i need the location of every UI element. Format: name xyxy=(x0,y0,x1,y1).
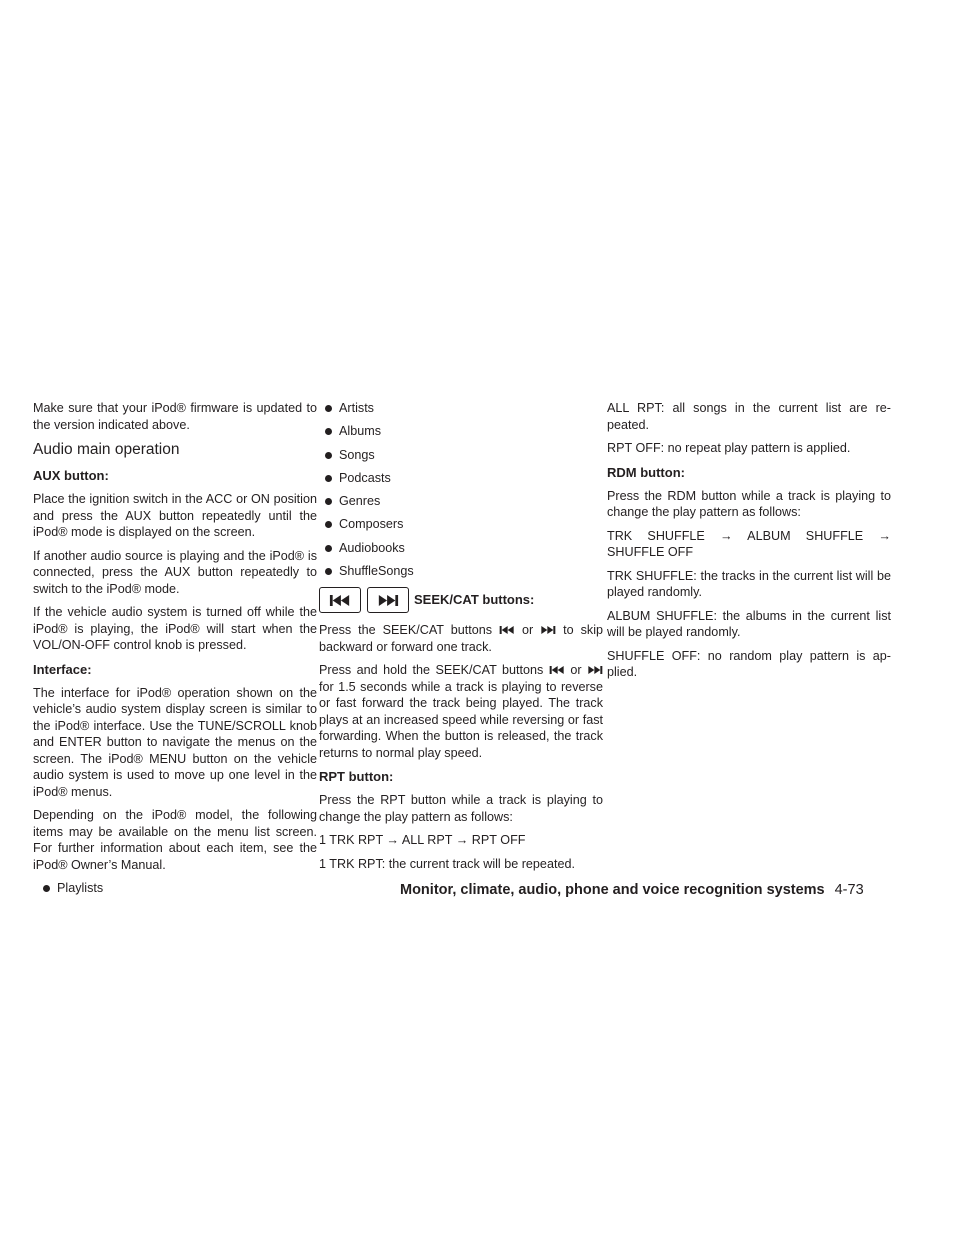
rdm-button-heading: RDM button: xyxy=(607,464,685,480)
bullet-icon xyxy=(325,452,332,459)
rdm-sequence: TRK SHUFFLE → ALBUM SHUFFLE → SHUFFLE OFF xyxy=(607,528,891,559)
interface-heading: Interface: xyxy=(33,661,92,677)
bullet-icon xyxy=(325,405,332,412)
list-item-label: Audiobooks xyxy=(339,540,405,555)
seek-p2-or: or xyxy=(570,663,582,678)
seek-p1-text-b: to skip backward or forward one track. xyxy=(319,623,603,654)
rpt-paragraph-2: 1 TRK RPT: the current track will be repeated. xyxy=(319,856,575,871)
bullet-icon xyxy=(43,885,50,892)
list-item-label: Genres xyxy=(339,494,381,509)
rpt-paragraph-1: Press the RPT button while a track is playing to change the play pattern as follows: xyxy=(319,793,603,824)
bullet-icon xyxy=(325,545,332,552)
all-rpt-text: ALL RPT: all songs in the current list are re-peated. xyxy=(607,401,891,432)
column-left xyxy=(33,400,317,903)
list-item-label: Albums xyxy=(339,424,381,439)
seek-back-button-illustration xyxy=(319,587,361,613)
shuffle-off-text: SHUFFLE OFF: no random play pattern is ap-plied. xyxy=(607,648,891,679)
list-item-label: Composers xyxy=(339,517,404,532)
previous-track-icon xyxy=(549,665,565,675)
list-item xyxy=(319,563,603,580)
list-item xyxy=(319,493,603,510)
previous-track-icon xyxy=(499,625,515,635)
album-shuffle-text: ALBUM SHUFFLE: the albums in the current list will be played randomly. xyxy=(607,608,891,639)
seek-p2-text-b: for 1.5 seconds while a track is playing to reverse or fast forward the track being played. The track plays at an increased speed while reversing or fast forwarding. When the button is released, the track returns to normal play speed. xyxy=(319,679,603,760)
next-track-icon xyxy=(587,665,603,675)
aux-paragraph-2: If another audio source is playing and the iPod® is connected, press the AUX button repeatedly to switch to the iPod® mode. xyxy=(33,548,317,596)
rpt-sequence: 1 TRK RPT → ALL RPT → RPT OFF xyxy=(319,833,526,848)
aux-button-heading: AUX button: xyxy=(33,468,109,483)
list-item-label: Artists xyxy=(339,401,374,415)
menu-items-list xyxy=(319,400,603,580)
page-number: 4-73 xyxy=(834,882,864,898)
trk-shuffle-text: TRK SHUFFLE: the tracks in the current list will be played randomly. xyxy=(607,568,891,599)
list-item-label: Songs xyxy=(339,447,375,462)
chapter-title: Monitor, climate, audio, phone and voice recognition systems xyxy=(400,882,825,898)
seek-paragraph-1 xyxy=(319,622,603,655)
bullet-icon xyxy=(325,498,332,505)
aux-paragraph-1: Place the ignition switch in the ACC or ON position and press the AUX button repeatedly until the iPod® mode is displayed on the screen. xyxy=(33,492,317,539)
next-track-icon xyxy=(540,625,556,635)
seek-cat-heading-row xyxy=(319,586,603,614)
seek-p1-text-a: Press the SEEK/CAT buttons xyxy=(319,623,493,638)
aux-paragraph-3: If the vehicle audio system is turned off while the iPod® is playing, the iPod® will start when the VOL/ON-OFF control knob is pressed. xyxy=(33,605,317,652)
seek-paragraph-2 xyxy=(319,662,603,761)
list-item xyxy=(319,423,603,440)
next-track-icon xyxy=(377,594,399,607)
seek-cat-heading: SEEK/CAT buttons: xyxy=(414,592,535,608)
seek-p1-or: or xyxy=(521,623,534,638)
list-item xyxy=(319,540,603,557)
list-item-label: ShuffleSongs xyxy=(339,564,414,579)
intro-text: Make sure that your iPod® firmware is updated to the version indicated above. xyxy=(33,401,317,432)
list-item-label: Podcasts xyxy=(339,470,391,485)
bullet-icon xyxy=(325,521,332,528)
menu-items-list-start xyxy=(33,880,317,897)
bullet-icon xyxy=(325,428,332,435)
rpt-button-heading: RPT button: xyxy=(319,769,394,785)
list-item-label: Playlists xyxy=(57,881,104,895)
rpt-off-text: RPT OFF: no repeat play pattern is applied. xyxy=(607,441,851,455)
interface-paragraph-2: Depending on the iPod® model, the following items may be available on the menu list screen. For further information about each item, see the iPod® Owner’s Manual. xyxy=(33,808,317,872)
list-item xyxy=(319,470,603,487)
page-footer xyxy=(400,882,864,898)
list-item xyxy=(319,516,603,533)
seek-p2-text-a: Press and hold the SEEK/CAT buttons xyxy=(319,663,544,678)
bullet-icon xyxy=(325,568,332,575)
list-item xyxy=(33,880,317,897)
previous-track-icon xyxy=(329,594,351,607)
list-item xyxy=(319,447,603,464)
section-heading-audio-main-operation: Audio main operation xyxy=(33,441,180,458)
bullet-icon xyxy=(325,475,332,482)
list-item xyxy=(319,400,603,417)
seek-forward-button-illustration xyxy=(367,587,409,613)
column-middle xyxy=(319,400,603,879)
column-right xyxy=(607,400,891,688)
interface-paragraph-1: The interface for iPod® operation shown on the vehicle’s audio system display screen is similar to the iPod® interface. Use the TUNE/SCROLL knob and ENTER button to navigate the menus on the screen. The iPod® MENU button on the vehicle audio system is used to move up one level in the iPod® menus. xyxy=(33,685,317,799)
rdm-paragraph-1: Press the RDM button while a track is playing to change the play pattern as follows: xyxy=(607,488,891,519)
